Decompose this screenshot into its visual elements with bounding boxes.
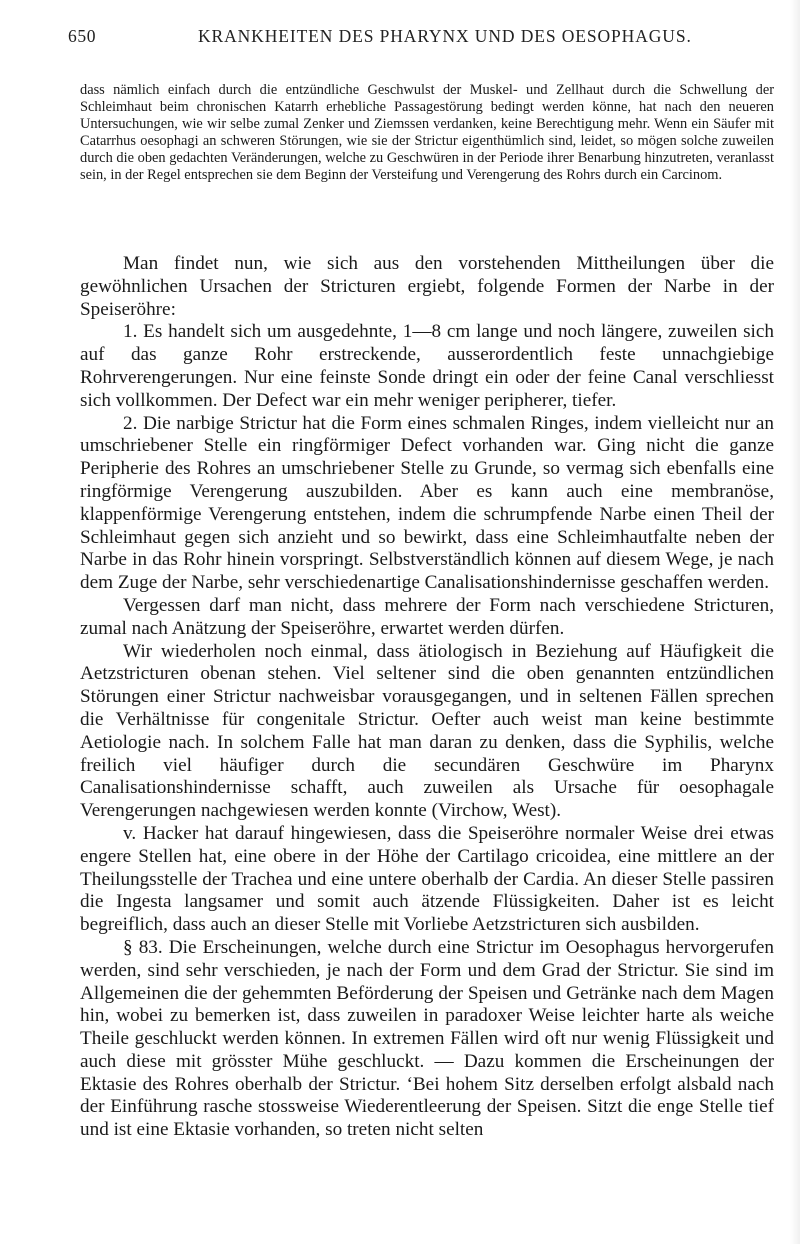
running-head	[68, 26, 752, 56]
paragraph-intro: Man findet nun, wie sich aus den vorstehenden Mittheilungen über die gewöhnlichen Ursachen der Stricturen ergiebt, folgende Formen der Narbe in der Speiseröhre:	[80, 253, 774, 320]
paragraph-multiple-stricturen: Vergessen darf man nicht, dass mehrere der Form nach verschiedene Stricturen, zumal nach Anätzung der Speiseröhre, erwartet werden dürfen.	[80, 594, 774, 639]
running-title: KRANKHEITEN DES PHARYNX UND DES OESOPHAGUS.	[198, 26, 692, 46]
paragraph-section-83: § 83. Die Erscheinungen, welche durch eine Strictur im Oesophagus hervorgerufen werden, sind sehr verschieden, je nach der Form und dem Grad der Strictur. Sie sind im Allgemeinen die der gehemmten Beförderung der Speisen und Getränke nach dem Magen hin, wobei zu bemerken ist, dass zuweilen in paradoxer Weise leichter harte als weiche Theile geschluckt werden können. In extremen Fällen wird oft nur wenig Flüssigkeit und auch diese mit grösster Mühe geschluckt. — Dazu kommen die Erscheinungen der Ektasie des Rohres oberhalb der Strictur. ‘Bei hohem Sitz derselben erfolgt alsbald nach der Einführung rasche stossweise Wiederentleerung der Speisen. Sitzt die enge Stelle tief und ist eine Ektasie vorhanden, so treten nicht selten	[80, 936, 774, 1141]
paragraph-aetiologie: Wir wiederholen noch einmal, dass ätiologisch in Beziehung auf Häufigkeit die Aetzstricturen obenan stehen. Viel seltener sind die oben genannten entzündlichen Störungen einer Strictur nachweisbar vorausgegangen, und in seltenen Fällen sprechen die Verhältnisse für congenitale Strictur. Oefter auch weist man keine bestimmte Aetiologie nach. In solchem Falle hat man daran zu denken, dass die Syphilis, welche freilich viel häufiger durch die secundären Geschwüre im Pharynx Canalisationshindernisse schafft, auch zuweilen als Ursache für oesophagale Verengerungen nachgewiesen werden konnte (Virchow, West).	[80, 640, 774, 822]
paragraph-hacker: v. Hacker hat darauf hingewiesen, dass die Speiseröhre normaler Weise drei etwas engere Stellen hat, eine obere in der Höhe der Cartilago cricoidea, eine mittlere an der Theilungsstelle der Trachea und eine untere oberhalb der Cardia. An dieser Stelle passiren die Ingesta langsamer und somit auch ätzende Flüssigkeiten. Daher ist es leicht begreiflich, dass auch an dieser Stelle mit Vorliebe Aetzstricturen sich ausbilden.	[80, 822, 774, 936]
paragraph-form-2: 2. Die narbige Strictur hat die Form eines schmalen Ringes, indem vielleicht nur an umschriebener Stelle ein ringförmiger Defect vorhanden war. Ging nicht die ganze Peripherie des Rohres an umschriebener Stelle zu Grunde, so vermag sich ebenfalls eine ringförmige Verengerung auszubilden. Aber es kann auch eine membranöse, klappenförmige Verengerung entstehen, indem die schrumpfende Narbe einen Theil der Schleimhaut gegen sich anzieht und so bewirkt, dass eine Schleimhautfalte neben der Narbe in das Rohr hinein vorspringt. Selbstverständlich können auf diesem Wege, je nach dem Zuge der Narbe, sehr verschiedenartige Canalisationshindernisse geschaffen werden.	[80, 412, 774, 594]
small-print-block	[80, 82, 774, 184]
small-paragraph: dass nämlich einfach durch die entzündliche Geschwulst der Muskel- und Zellhaut durch die Schwellung der Schleimhaut beim chronischen Katarrh erhebliche Passagestörung bedingt werden könne, hat nach den neueren Untersuchungen, wie wir selbe zumal Zenker und Ziemssen verdanken, keine Berechtigung mehr. Wenn ein Säufer mit Catarrhus oesophagi an schweren Störungen, wie sie der Strictur eigenthümlich sind, leidet, so mögen solche zuweilen durch die oben gedachten Veränderungen, welche zu Geschwüren in der Periode ihrer Benarbung hinzutreten, veranlasst sein, in der Regel entsprechen sie dem Beginn der Versteifung und Verengerung des Rohrs durch ein Carcinom.	[80, 82, 774, 183]
main-text	[80, 253, 774, 1142]
page-number: 650	[68, 26, 97, 46]
paragraph-form-1: 1. Es handelt sich um ausgedehnte, 1—8 cm lange und noch längere, zuweilen sich auf das ganze Rohr erstreckende, ausserordentlich feste unnachgiebige Rohrverengerungen. Nur eine feinste Sonde dringt ein oder der feine Canal verschliesst sich vollkommen. Der Defect war ein mehr weniger peripherer, tiefer.	[80, 321, 774, 411]
page-edge-shadow	[790, 0, 800, 1244]
